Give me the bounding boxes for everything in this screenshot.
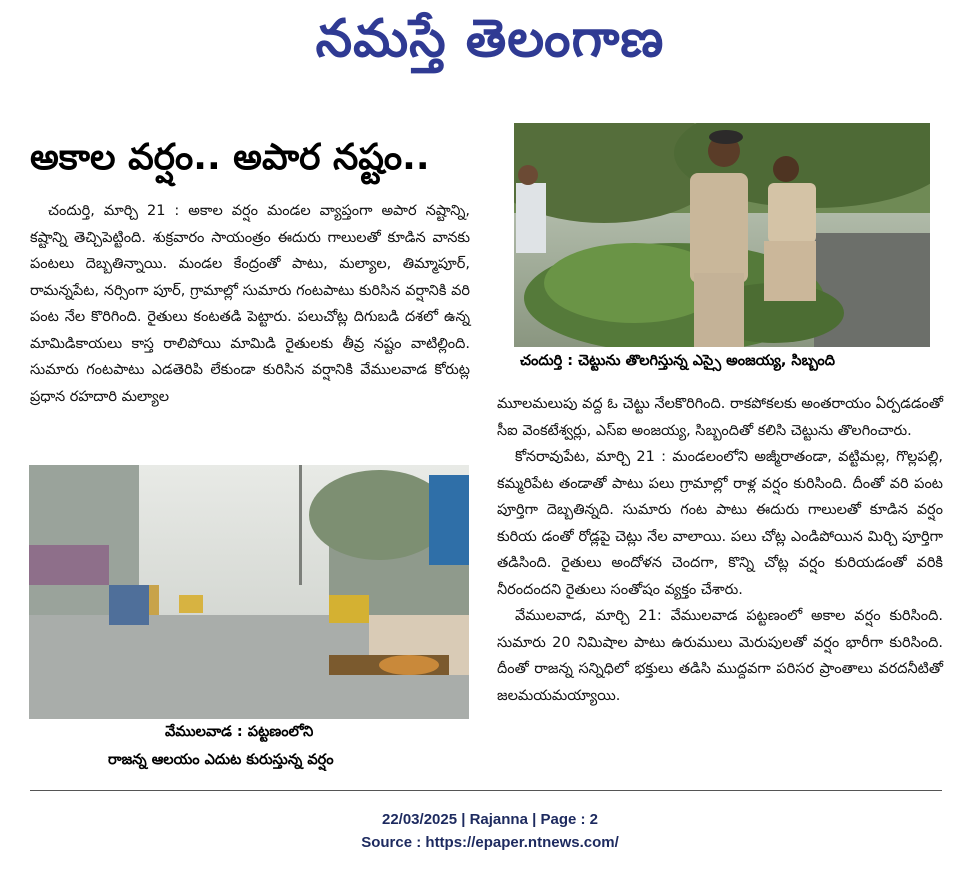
article-paragraph-konaraopet: కోనరావుపేట, మార్చి 21 : మండలంలోని అజ్మీరాతండా, వట్టిమల్ల, గొల్లపల్లి, కమ్మరిపేట తండాతో పాటు పలు గ్రామాల్లో రాళ్ల వర్షం కురిసింది. దీంతో వరి పంట పూర్తిగా దెబ్బతిన్నది. సుమారు గంట పాటు ఈదురు గాలులతో కూడిన వర్షం కురియ డంతో రోడ్లపై చెట్లు నేల వాలాయి. పలు చోట్ల ఎండిపోయిన మిర్చి పూర్తిగా తడిసింది. రైతులు అందోళన చెందగా, కొన్ని చోట్ల వర్షం కురియడంతో వరికి నీరందందని రైతులు సంతోషం వ్యక్తం చేశారు. [497,449,943,598]
left-article-column [30,198,470,410]
article-headline: అకాల వర్షం.. అపార నష్టం.. [30,137,430,178]
article-paragraph-continued: మూలమలుపు వద్ద ఓ చెట్టు నేలకొరిగింది. రాకపోకలకు అంతరాయం ఏర్పడడంతో సీఐ వెంకటేశ్వర్లు, ఎస్ఐ అంజయ్య, సిబ్బందితో కలిసి చెట్టును తొలగించారు. [497,396,943,439]
police-photo-caption: చందుర్తి : చెట్టును తొలగిస్తున్న ఎస్సై అంజయ్య, సిబ్బంది [520,353,836,369]
footer-divider [30,790,942,791]
right-article-column [497,391,943,709]
masthead-logo: నమస్తే తెలంగాణ [315,9,665,69]
article-paragraph-vemulawada: వేములవాడ, మార్చి 21: వేములవాడ పట్టణంలో అకాల వర్షం కురిసింది. సుమారు 20 నిమిషాల పాటు ఉరుములు మెరుపులతో వర్షం భారీగా కురిసింది. దీంతో రాజన్న సన్నిధిలో భక్తులు తడిసి ముద్దవగా పరిసర ప్రాంతాలు వరదనీటితో జలమయమయ్యాయి. [497,608,943,704]
rain-photo-caption-line1: వేములవాడ : పట్టణంలోని [165,724,314,740]
rain-street-photo [29,465,469,719]
police-removing-tree-photo [514,123,930,347]
footer-edition-info: 22/03/2025 | Rajanna | Page : 2 [381,811,598,828]
rain-photo-caption-line2: రాజన్న ఆలయం ఎదుట కురుస్తున్న వర్షం [108,752,334,768]
footer-source-link[interactable]: Source : https://epaper.ntnews.com/ [361,834,619,851]
article-paragraph-chandurthi: చందుర్తి, మార్చి 21 : అకాల వర్షం మండల వ్యాప్తంగా అపార నష్టాన్ని, కష్టాన్ని తెచ్చిపెట్టింది. శుక్రవారం సాయంత్రం ఈదురు గాలులతో కూడిన వానకు పంటలు దెబ్బతిన్నాయి. మండల కేంద్రంతో పాటు, మల్యాల, తిమ్మాపూర్, రామన్నపేట, నర్సింగా పూర్, గ్రామాల్లో సుమారు గంటపాటు కురిసిన వర్షానికి వరి పంట నేల కొరిగింది. రైతులు కంటతడి పెట్టారు. పలుచోట్ల దిగుబడి దశలో ఉన్న మామిడికాయలు కాస్త రాలిపోయి మామిడి రైతులకు తీవ్ర నష్టం వాటిల్లింది. సుమారు గంటపాటు ఎడతెరిపి లేకుండా కురిసిన వర్షానికి వేములవాడ కోరుట్ల ప్రధాన రహదారి మల్యాల [30,203,470,405]
